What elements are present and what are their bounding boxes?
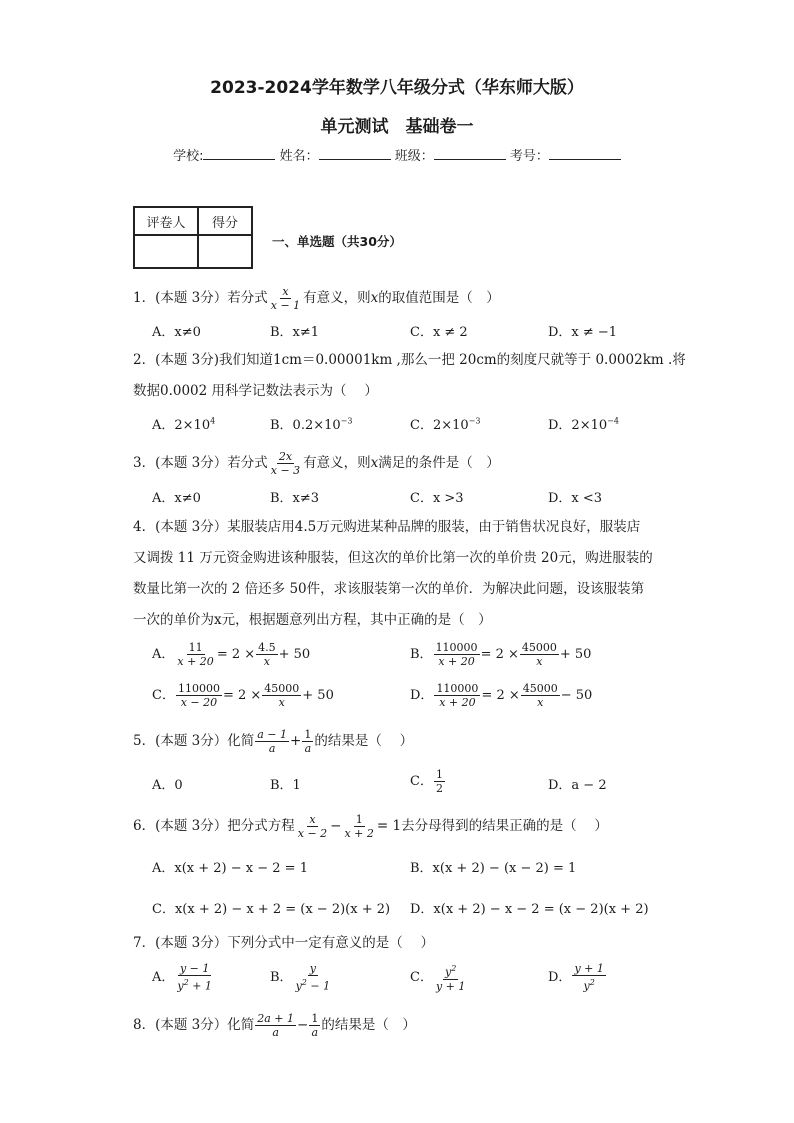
q4-a-rden: x bbox=[263, 655, 270, 668]
q5-f1-num: a − 1 bbox=[257, 728, 288, 741]
q4-option-b[interactable] bbox=[410, 641, 591, 668]
q4-c-rden: x bbox=[278, 696, 285, 709]
school-label: 学校: bbox=[173, 149, 204, 164]
name-blank[interactable] bbox=[319, 147, 391, 160]
q4-b-rden: x bbox=[536, 655, 543, 668]
q2-a-base: A．2×10 bbox=[152, 418, 211, 433]
q4-d-lden: x + 20 bbox=[439, 696, 476, 709]
q4-c-tail: + 50 bbox=[302, 688, 334, 703]
q5-c-num: 1 bbox=[435, 768, 443, 781]
q6-option-c[interactable]: C．x(x + 2) − x + 2 = (x − 2)(x + 2) bbox=[152, 902, 391, 917]
q7-b-label: B． bbox=[270, 969, 293, 985]
question-5 bbox=[133, 728, 413, 755]
q7-c-den: y + 1 bbox=[435, 979, 466, 993]
q3-frac-den: x − 3 bbox=[270, 464, 301, 477]
q7-a-den-exp: 2 bbox=[183, 978, 189, 987]
q4-a-label: A． bbox=[152, 647, 175, 662]
q3-suffix-b: 满足的条件是（ ） bbox=[378, 455, 500, 471]
q6-f2-num: 1 bbox=[355, 813, 363, 826]
q7-d-num: y + 1 bbox=[574, 962, 604, 975]
q1-option-a[interactable]: A．x≠0 bbox=[152, 325, 201, 340]
q5-c-label: C． bbox=[410, 774, 433, 789]
q4-option-a[interactable] bbox=[152, 641, 310, 668]
q6-f2-den: x + 2 bbox=[344, 827, 374, 840]
q6-option-b[interactable]: B．x(x + 2) − (x − 2) = 1 bbox=[410, 861, 577, 876]
number-blank[interactable] bbox=[549, 147, 621, 160]
q7-a-den-base: y bbox=[177, 979, 184, 993]
q6-suffix: = 1去分母得到的结果正确的是（ ） bbox=[376, 818, 608, 834]
q6-f1-num: x bbox=[309, 813, 316, 826]
class-label: 班级： bbox=[394, 149, 434, 164]
q4-c-mid: = 2 × bbox=[222, 688, 262, 703]
q1-fraction bbox=[269, 285, 302, 312]
q1-option-b[interactable]: B．x≠1 bbox=[270, 325, 320, 340]
q5-plus: + bbox=[290, 733, 302, 749]
q8-prefix: 8．(本题 3分）化简 bbox=[133, 1017, 255, 1033]
q7-c-num-base: y bbox=[445, 965, 452, 979]
q4-d-label: D． bbox=[410, 688, 434, 703]
q4-b-mid: = 2 × bbox=[480, 647, 519, 662]
q1-suffix-a: 有意义，则 bbox=[303, 290, 371, 306]
q5-c-den: 2 bbox=[435, 782, 443, 795]
q4-b-rnum: 45000 bbox=[521, 641, 557, 654]
q7-b-den-exp: 2 bbox=[301, 978, 307, 987]
q4-option-d[interactable] bbox=[410, 682, 592, 709]
school-blank[interactable] bbox=[203, 147, 275, 160]
q8-f1-num: 2a + 1 bbox=[257, 1012, 295, 1025]
q4-b-tail: + 50 bbox=[559, 647, 592, 662]
q2-option-c[interactable] bbox=[410, 414, 480, 433]
q2-a-exp: 4 bbox=[210, 416, 216, 426]
q4-d-mid: = 2 × bbox=[481, 688, 520, 703]
q4-a-lnum: 11 bbox=[188, 641, 203, 654]
q7-option-b[interactable] bbox=[270, 962, 333, 993]
score-table-score-header: 得分 bbox=[198, 207, 252, 235]
q4-d-rden: x bbox=[537, 696, 544, 709]
question-8 bbox=[133, 1012, 416, 1039]
question-4-line4: 一次的单价为x元，根据题意列出方程，其中正确的是（ ） bbox=[133, 612, 492, 628]
q8-f2-num: 1 bbox=[311, 1012, 319, 1025]
q6-option-d[interactable]: D．x(x + 2) − x − 2 = (x − 2)(x + 2) bbox=[410, 902, 649, 917]
q6-option-a[interactable]: A．x(x + 2) − x − 2 = 1 bbox=[152, 861, 308, 876]
q2-option-b[interactable] bbox=[270, 414, 352, 433]
q4-b-lden: x + 20 bbox=[438, 655, 475, 668]
q7-b-den-base: y bbox=[295, 979, 302, 993]
question-2-line2: 数据0.0002 用科学记数法表示为（ ） bbox=[133, 383, 378, 399]
q2-d-exp: −4 bbox=[607, 416, 619, 426]
q4-c-lnum: 110000 bbox=[177, 682, 220, 695]
q4-b-lnum: 110000 bbox=[435, 641, 478, 654]
q7-d-den-exp: 2 bbox=[589, 978, 595, 987]
q2-b-exp: −3 bbox=[340, 416, 353, 426]
q5-suffix: 的结果是（ ） bbox=[314, 733, 414, 749]
q5-prefix: 5．(本题 3分）化简 bbox=[133, 733, 255, 749]
q7-b-num: y bbox=[309, 962, 316, 975]
q3-fraction bbox=[269, 450, 302, 477]
q2-option-d[interactable] bbox=[548, 414, 619, 433]
q1-prefix: 1．(本题 3分）若分式 bbox=[133, 290, 268, 306]
q3-option-d[interactable]: D．x <3 bbox=[548, 491, 603, 506]
q2-c-base: C．2×10 bbox=[410, 418, 469, 433]
q2-option-a[interactable] bbox=[152, 414, 215, 433]
q4-c-label: C． bbox=[152, 688, 175, 703]
q2-b-base: B．0.2×10 bbox=[270, 418, 341, 433]
q7-a-num: y − 1 bbox=[179, 962, 210, 975]
q7-a-den-tail: + 1 bbox=[188, 979, 212, 993]
q4-option-c[interactable] bbox=[152, 682, 334, 709]
q8-minus: − bbox=[297, 1017, 309, 1033]
q4-a-rnum: 4.5 bbox=[258, 641, 276, 654]
q7-option-a[interactable] bbox=[152, 962, 215, 993]
q4-c-rnum: 45000 bbox=[264, 682, 300, 695]
q3-option-b[interactable]: B．x≠3 bbox=[270, 491, 320, 506]
q5-f1-den: a bbox=[268, 742, 276, 755]
q5-option-b[interactable]: B．1 bbox=[270, 778, 301, 793]
q3-prefix: 3．(本题 3分）若分式 bbox=[133, 455, 268, 471]
q2-c-exp: −3 bbox=[468, 416, 481, 426]
q3-option-c[interactable]: C．x >3 bbox=[410, 491, 464, 506]
q4-d-rnum: 45000 bbox=[522, 682, 558, 695]
q7-b-den-tail: − 1 bbox=[306, 979, 331, 993]
q7-d-label: D． bbox=[548, 969, 572, 985]
question-4-line2: 又调拨 11 万元资金购进该种服装，但这次的单价比第一次的单价贵 20元，购进服装的 bbox=[133, 550, 653, 566]
q6-f1-den: x − 2 bbox=[297, 827, 328, 840]
q8-f2-den: a bbox=[311, 1026, 319, 1039]
q1-option-c[interactable]: C．x ≠ 2 bbox=[410, 325, 468, 340]
q1-var: x bbox=[370, 290, 379, 306]
question-4-line1: 4．(本题 3分）某服装店用4.5万元购进某种品牌的服装，由于销售状况良好，服装店 bbox=[133, 519, 641, 535]
q4-a-lden: x + 20 bbox=[177, 655, 214, 668]
score-table bbox=[133, 206, 253, 269]
q1-frac-den: x − 1 bbox=[270, 299, 301, 312]
score-table-score-cell[interactable] bbox=[198, 235, 252, 268]
q4-a-tail: + 50 bbox=[278, 647, 311, 662]
q4-b-label: B． bbox=[410, 647, 433, 662]
name-label: 姓名： bbox=[279, 149, 319, 164]
q1-frac-num: x bbox=[282, 285, 289, 298]
class-blank[interactable] bbox=[434, 147, 506, 160]
q1-option-d[interactable]: D．x ≠ −1 bbox=[548, 325, 618, 340]
section-title: 一、单选题（共30分） bbox=[272, 234, 402, 249]
question-2-line1: 2．(本题 3分)我们知道1cm＝0.00001km ,那么一把 20cm的刻度尺就等于 0.0002km .将 bbox=[133, 352, 686, 368]
q7-option-d[interactable] bbox=[548, 962, 607, 993]
score-table-grader-cell[interactable] bbox=[134, 235, 198, 268]
q7-option-c[interactable] bbox=[410, 962, 468, 993]
question-1 bbox=[133, 285, 500, 312]
q5-option-d[interactable]: D．a − 2 bbox=[548, 778, 607, 793]
score-table-grader-header: 评卷人 bbox=[134, 207, 198, 235]
q6-prefix: 6．(本题 3分）把分式方程 bbox=[133, 818, 295, 834]
q8-f1-den: a bbox=[272, 1026, 279, 1039]
question-4-line3: 数量比第一次的 2 倍还多 50件，求该服装第一次的单价．为解决此问题，设该服装第 bbox=[133, 581, 645, 597]
q3-suffix-a: 有意义，则 bbox=[303, 455, 371, 471]
q7-d-den-base: y bbox=[583, 979, 590, 993]
q4-a-mid: = 2 × bbox=[216, 647, 256, 662]
question-7: 7．(本题 3分）下列分式中一定有意义的是（ ） bbox=[133, 935, 435, 951]
q5-option-c[interactable] bbox=[410, 768, 446, 795]
page-title: 2023-2024学年数学八年级分式（华东师大版） bbox=[210, 78, 584, 98]
q6-minus: − bbox=[330, 818, 342, 834]
q4-c-lden: x − 20 bbox=[180, 696, 218, 709]
q7-c-label: C． bbox=[410, 969, 433, 985]
q4-d-tail: − 50 bbox=[560, 688, 593, 703]
q7-a-label: A． bbox=[152, 969, 175, 985]
page-subtitle: 单元测试 基础卷一 bbox=[320, 117, 474, 137]
q4-d-lnum: 110000 bbox=[436, 682, 479, 695]
q2-d-base: D．2×10 bbox=[548, 418, 608, 433]
q3-var: x bbox=[370, 455, 379, 471]
q5-option-a[interactable]: A．0 bbox=[152, 778, 183, 793]
q8-suffix: 的结果是（ ） bbox=[321, 1017, 416, 1033]
number-label: 考号： bbox=[509, 149, 549, 164]
q1-suffix-b: 的取值范围是（ ） bbox=[378, 290, 500, 306]
q3-option-a[interactable]: A．x≠0 bbox=[152, 491, 201, 506]
q5-f2-num: 1 bbox=[304, 728, 312, 741]
question-6 bbox=[133, 813, 608, 840]
q5-f2-den: a bbox=[304, 742, 312, 755]
question-3 bbox=[133, 450, 500, 477]
q3-frac-num: 2x bbox=[278, 450, 293, 463]
q7-c-num-exp: 2 bbox=[451, 964, 457, 973]
student-info-line bbox=[0, 145, 794, 164]
